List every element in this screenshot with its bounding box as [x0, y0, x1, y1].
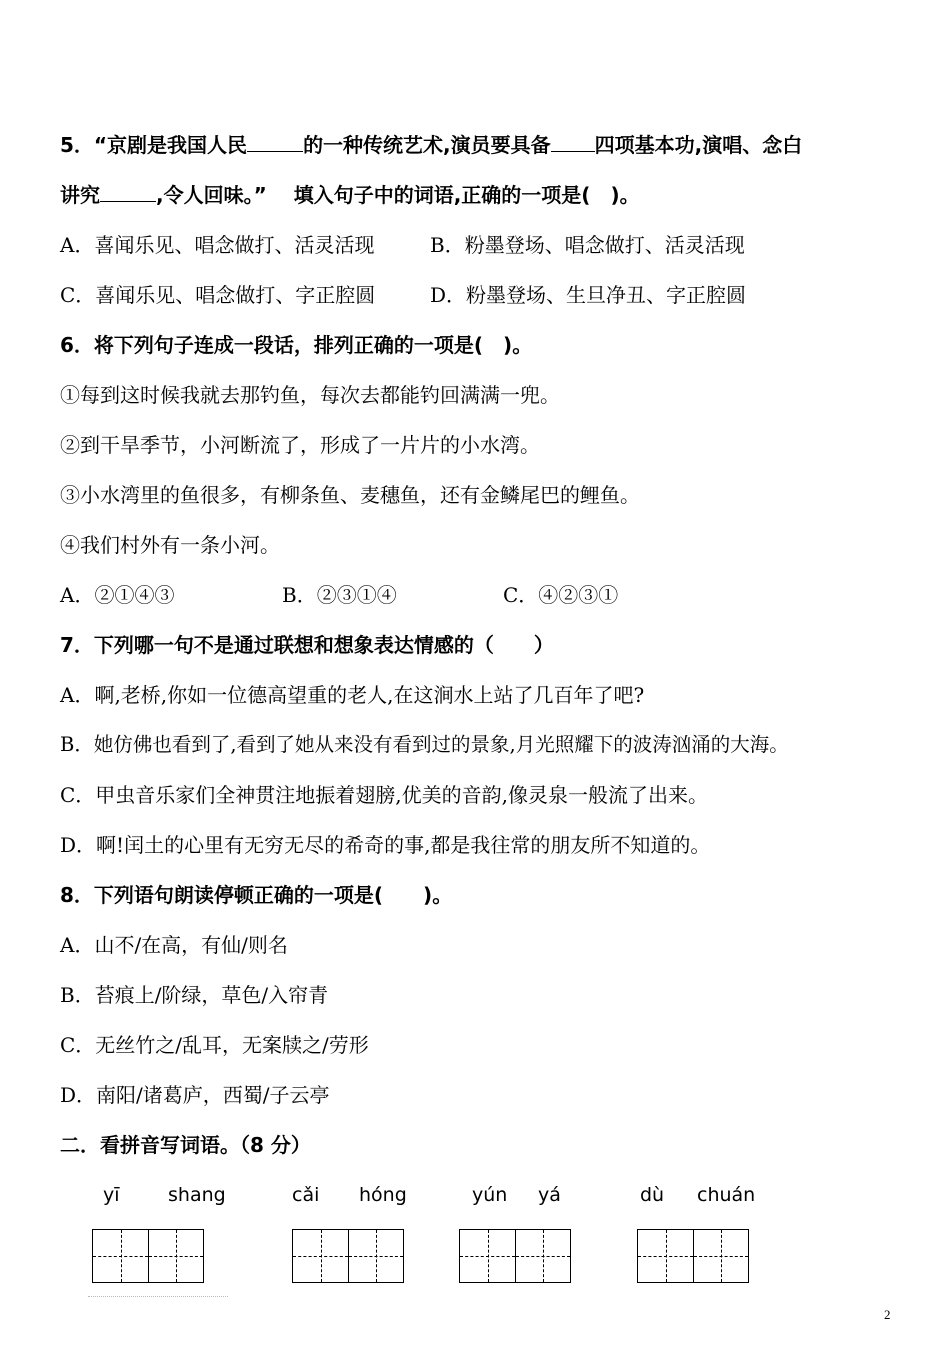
q8-stem: 8．下列语句朗读停顿正确的一项是( )。 [60, 883, 453, 907]
q5-line2 [60, 181, 640, 209]
q5-option-c: C．喜闻乐见、唱念做打、字正腔圆 [60, 283, 376, 307]
q5-text: 讲究 [60, 183, 100, 207]
q5-option-d: D．粉墨登场、生旦净丑、字正腔圆 [430, 283, 747, 307]
writing-grid[interactable] [459, 1229, 571, 1283]
pinyin: yī [103, 1184, 120, 1206]
q6-option-b: B．②③①④ [282, 583, 397, 607]
writing-cell[interactable] [348, 1230, 403, 1282]
writing-cell[interactable] [460, 1230, 515, 1282]
pinyin: shang [168, 1184, 226, 1206]
pinyin: hóng [359, 1184, 407, 1206]
writing-cell[interactable] [93, 1230, 148, 1282]
q6-option-a: A．②①④③ [60, 583, 175, 607]
answer-blank[interactable] [247, 133, 303, 152]
q5-text: 的一种传统艺术,演员要具备 [303, 133, 551, 157]
faint-mark [88, 1296, 228, 1301]
q6-sentence-3: ③小水湾里的鱼很多，有柳条鱼、麦穗鱼，还有金鳞尾巴的鲤鱼。 [60, 483, 640, 507]
q5-text: 5．“京剧是我国人民 [60, 133, 248, 157]
q7-option-a: A．啊,老桥,你如一位德高望重的老人,在这涧水上站了几百年了吧? [60, 683, 645, 707]
pinyin: dù [640, 1184, 665, 1206]
q6-stem: 6．将下列句子连成一段话，排列正确的一项是( )。 [60, 333, 533, 357]
answer-blank[interactable] [100, 183, 156, 202]
writing-cell[interactable] [293, 1230, 348, 1282]
q5-option-a: A．喜闻乐见、唱念做打、活灵活现 [60, 233, 375, 257]
section-2-title: 二．看拼音写词语。（8 分） [60, 1133, 311, 1157]
q7-option-b: B．她仿佛也看到了,看到了她从来没有看到过的景象,月光照耀下的波涛汹涌的大海。 [60, 733, 789, 756]
writing-cell[interactable] [148, 1230, 203, 1282]
answer-blank[interactable] [551, 133, 595, 152]
q6-option-c: C．④②③① [503, 583, 619, 607]
q5-text: ,令人回味。” 填入句子中的词语,正确的一项是( )。 [156, 183, 640, 207]
pinyin: yá [538, 1184, 561, 1206]
q6-sentence-4: ④我们村外有一条小河。 [60, 533, 280, 557]
q8-option-c: C．无丝竹之/乱耳，无案牍之/劳形 [60, 1033, 369, 1057]
q5-option-b: B．粉墨登场、唱念做打、活灵活现 [430, 233, 745, 257]
pinyin: cǎi [292, 1184, 320, 1206]
q8-option-a: A．山不/在高，有仙/则名 [60, 933, 288, 957]
writing-cell[interactable] [515, 1230, 570, 1282]
q8-option-d: D．南阳/诸葛庐，西蜀/子云亭 [60, 1083, 330, 1107]
q5-text: 四项基本功,演唱、念白 [594, 133, 803, 157]
page-number: 2 [884, 1307, 891, 1322]
writing-grid[interactable] [292, 1229, 404, 1283]
writing-cell[interactable] [638, 1230, 693, 1282]
writing-grid[interactable] [637, 1229, 749, 1283]
q7-option-c: C．甲虫音乐家们全神贯注地振着翅膀,优美的音韵,像灵泉一般流了出来。 [60, 783, 709, 807]
q5-line1 [60, 131, 802, 159]
pinyin: yún [472, 1184, 508, 1206]
q7-option-d: D．啊!闰土的心里有无穷无尽的希奇的事,都是我往常的朋友所不知道的。 [60, 833, 711, 857]
writing-cell[interactable] [693, 1230, 748, 1282]
q7-stem: 7．下列哪一句不是通过联想和想象表达情感的（ ） [60, 633, 554, 657]
pinyin: chuán [697, 1184, 756, 1206]
writing-grid[interactable] [92, 1229, 204, 1283]
q6-sentence-1: ①每到这时候我就去那钓鱼，每次去都能钓回满满一兜。 [60, 383, 560, 407]
q6-sentence-2: ②到干旱季节，小河断流了，形成了一片片的小水湾。 [60, 433, 540, 457]
q8-option-b: B．苔痕上/阶绿，草色/入帘青 [60, 983, 329, 1007]
